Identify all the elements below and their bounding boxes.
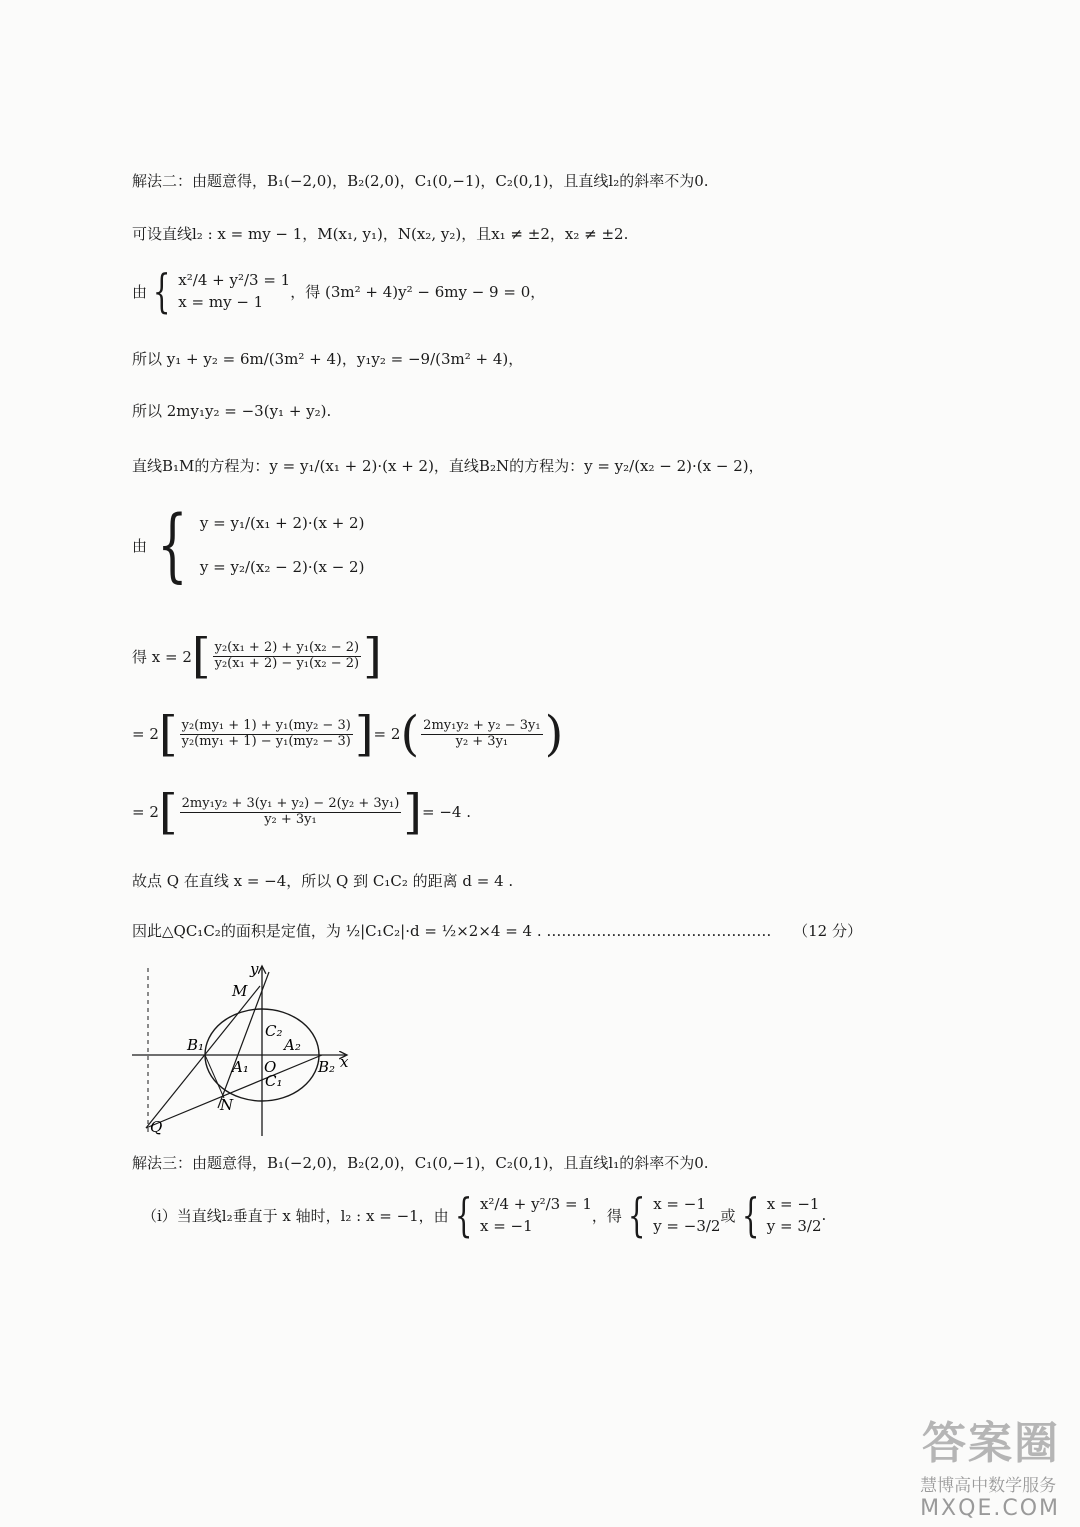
system-brace: { xyxy=(741,1188,759,1242)
s2-line-5: 所以 2my₁y₂ = −3(y₁ + y₂). xyxy=(132,402,332,420)
watermark-site: MXQE.COM xyxy=(920,1496,1060,1521)
line-qm xyxy=(146,986,260,1128)
label-b1: B₁ xyxy=(187,1036,205,1054)
label-y: y xyxy=(250,960,259,978)
system-brace: { xyxy=(157,498,188,591)
label-x: x xyxy=(340,1053,349,1071)
label-a2: A₂ xyxy=(284,1036,301,1054)
score-label: （12 分） xyxy=(793,922,862,940)
s2-line-12: 因此△QC₁C₂的面积是定值，为 ½|C₁C₂|·d = ½×2×4 = 4 . ……………………………………… xyxy=(132,922,772,940)
watermark xyxy=(920,1407,1060,1521)
watermark-text: 慧博高中数学服务 xyxy=(920,1476,1057,1496)
label-c2: C₂ xyxy=(265,1022,283,1040)
label-c1: C₁ xyxy=(265,1072,283,1090)
s2-line-4: 所以 y₁ + y₂ = 6m/(3m² + 4)，y₁y₂ = −9/(3m² + 4)， xyxy=(132,350,524,368)
system-brace: { xyxy=(627,1188,646,1242)
s2-line-9: = 2 [ $\frac{\text{y₂(my₁ + 1) + y₁(my₂ − 3)}}{\text{y₂(my₁ + 1) − y₁(my₂ − 3)}}$ ] = 2 ( $\frac{\text{2my₁y₂ + y₂ − 3y₁}}{\text{y₂ + 3y₁}}$ ) xyxy=(132,706,564,762)
label-m: M xyxy=(232,982,248,1000)
watermark-logo: 答案圈 xyxy=(922,1418,1060,1469)
label-a1: A₁ xyxy=(232,1058,249,1076)
label-b2: B₂ xyxy=(318,1058,336,1076)
s2-line-2: 可设直线l₂ : x = my − 1，M(x₁, y₁)，N(x₂, y₂)，且x₁ ≠ ±2，x₂ ≠ ±2. xyxy=(132,225,629,243)
s3-line-2: （i）当直线l₂垂直于 x 轴时，l₂ : x = −1，由 { x²/4 + y²/3 = 1 x = −1 ，得 { x = −1 y = −3/2 或 { x = −1 y = 3/2 . xyxy=(142,1188,827,1242)
ellipse-figure xyxy=(132,958,362,1148)
system-brace: { xyxy=(152,264,171,318)
s2-line-10: = 2 [ $\frac{\text{2my₁y₂ + 3(y₁ + y₂) − 2(y₂ + 3y₁)}}{\text{y₂ + 3y₁}}$ ] = −4 . xyxy=(132,784,472,840)
label-n: N xyxy=(220,1096,234,1114)
label-o: O xyxy=(264,1058,277,1076)
s2-line-3: 由 { x²/4 + y²/3 = 1 x = my − 1 ，得 (3m² + 4)y² − 6my − 9 = 0， xyxy=(132,264,546,318)
s3-line-1: 解法三：由题意得，B₁(−2,0)，B₂(2,0)，C₁(0,−1)，C₂(0,1)，且直线l₁的斜率不为0. xyxy=(132,1154,709,1172)
s2-line-8: 得 x = 2 [ $\frac{\text{y₂(x₁ + 2) + y₁(x₂ − 2)}}{\text{y₂(x₁ + 2) − y₁(x₂ − 2)}}$ ] xyxy=(132,628,382,684)
s2-line-7: 由 { y = y₁/(x₁ + 2)·(x + 2) y = y₂/(x₂ − 2)·(x − 2) xyxy=(132,498,365,591)
label-q: Q xyxy=(150,1118,163,1136)
s2-line-6: 直线B₁M的方程为：y = y₁/(x₁ + 2)·(x + 2)，直线B₂N的方程为：y = y₂/(x₂ − 2)·(x − 2)， xyxy=(132,457,764,475)
system-brace: { xyxy=(454,1188,473,1242)
s2-line-1: 解法二：由题意得，B₁(−2,0)，B₂(2,0)，C₁(0,−1)，C₂(0,1)，且直线l₂的斜率不为0. xyxy=(132,172,709,190)
s2-line-11: 故点 Q 在直线 x = −4，所以 Q 到 C₁C₂ 的距离 d = 4 . xyxy=(132,872,514,890)
line-b1n xyxy=(205,1055,224,1098)
